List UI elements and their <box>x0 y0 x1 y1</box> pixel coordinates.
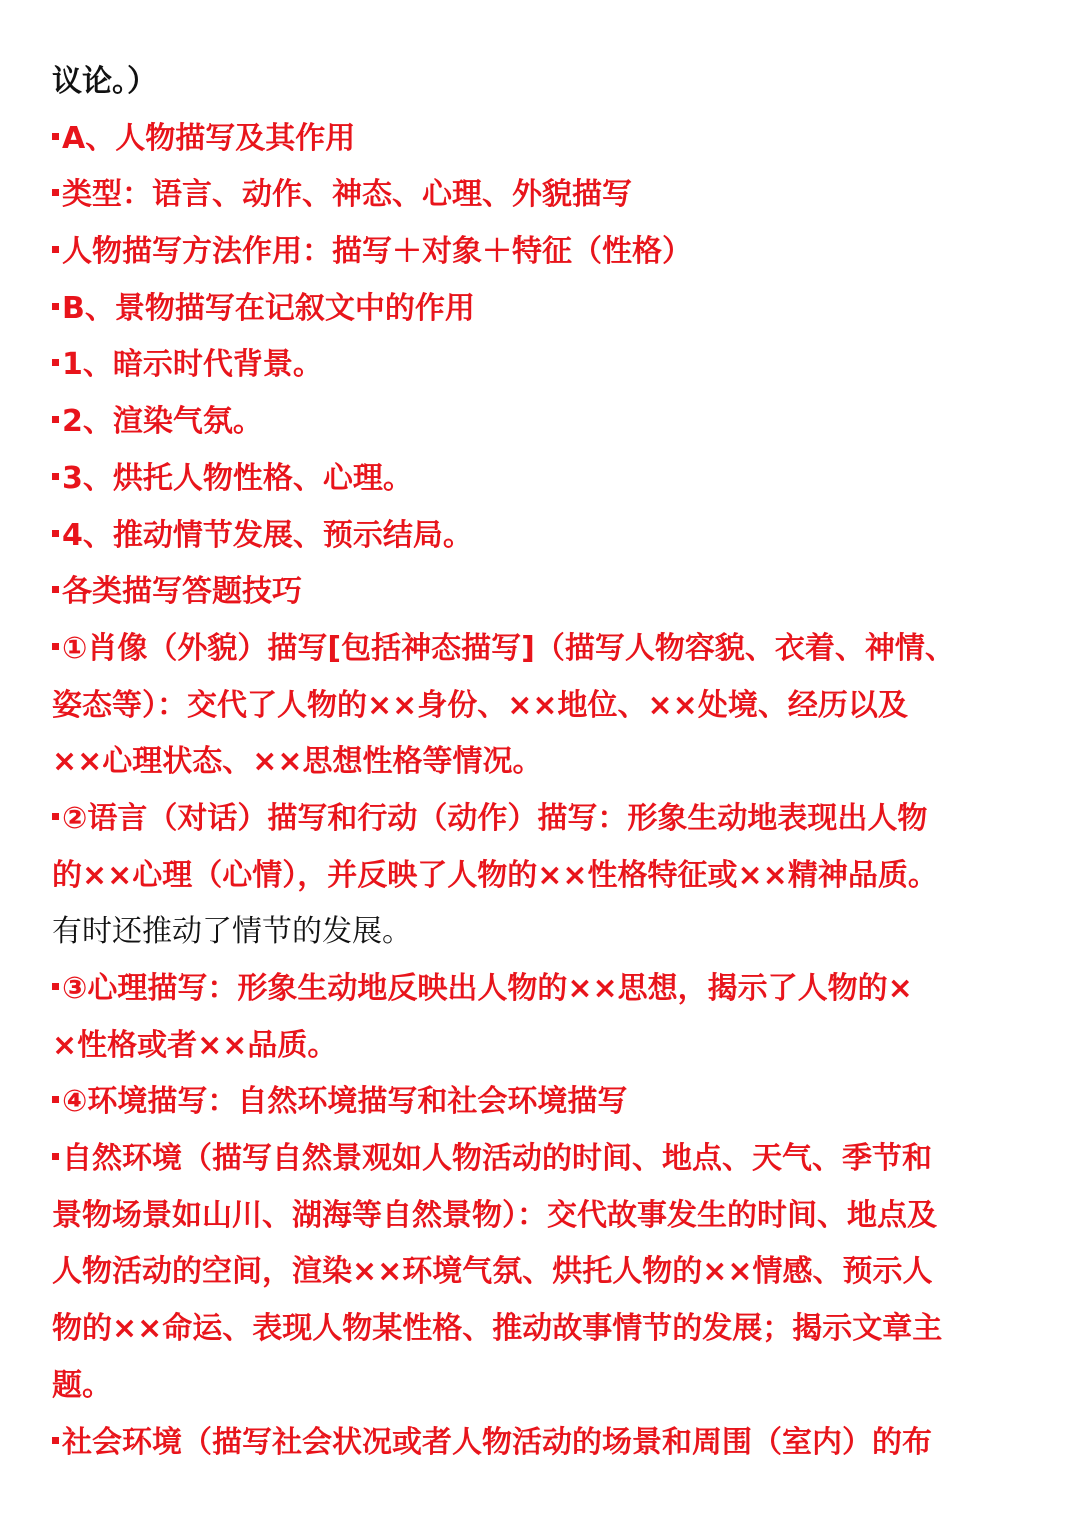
bullet-icon <box>52 133 59 140</box>
list-item: 4、推动情节发展、预示结局。 <box>52 508 1032 565</box>
bullet-icon <box>52 983 59 990</box>
heading-line: 各类描写答题技巧 <box>52 564 1032 621</box>
text-line: 有时还推动了情节的发展。 <box>52 914 412 950</box>
text-line: ×性格或者××品质。 <box>52 1027 338 1063</box>
bullet-icon <box>52 586 59 593</box>
text-line: 议论。） <box>52 64 157 99</box>
list-item: 3、烘托人物性格、心理。 <box>52 451 1032 508</box>
heading-line: B、景物描写在记叙文中的作用 <box>52 281 1032 338</box>
bullet-icon <box>52 189 59 196</box>
text-line: 类型：语言、动作、神态、心理、外貌描写 <box>52 167 1032 224</box>
list-item: 2、渲染气氛。 <box>52 394 1032 451</box>
text-line: ④环境描写：自然环境描写和社会环境描写 <box>52 1074 1032 1131</box>
bullet-icon <box>52 473 59 480</box>
text-line: ××心理状态、××思想性格等情况。 <box>52 744 543 780</box>
text-line: 人物描写方法作用：描写＋对象＋特征（性格） <box>52 224 1032 281</box>
text-line: 自然环境（描写自然景观如人物活动的时间、地点、天气、季节和 <box>52 1131 1032 1188</box>
bullet-icon <box>52 246 59 253</box>
bullet-icon <box>52 643 59 650</box>
text-line: ①肖像（外貌）描写[包括神态描写]（描写人物容貌、衣着、神情、 <box>52 621 1032 678</box>
bullet-icon <box>52 416 59 423</box>
text-line: 物的××命运、表现人物某性格、推动故事情节的发展；揭示文章主 <box>52 1311 943 1347</box>
heading-line: A、人物描写及其作用 <box>52 111 1032 168</box>
text-line: ③心理描写：形象生动地反映出人物的××思想，揭示了人物的× <box>52 961 1032 1018</box>
text-line: 人物活动的空间，渲染××环境气氛、烘托人物的××情感、预示人 <box>52 1254 933 1290</box>
bullet-icon <box>52 1096 59 1103</box>
bullet-icon <box>52 359 59 366</box>
list-item: 1、暗示时代背景。 <box>52 337 1032 394</box>
document-page <box>52 54 1032 1471</box>
bullet-icon <box>52 303 59 310</box>
text-line: ②语言（对话）描写和行动（动作）描写：形象生动地表现出人物 <box>52 791 1032 848</box>
text-line: 题。 <box>52 1367 112 1403</box>
text-line: 姿态等）：交代了人物的××身份、××地位、××处境、经历以及 <box>52 687 908 723</box>
text-line: 的××心理（心情），并反映了人物的××性格特征或××精神品质。 <box>52 857 938 893</box>
bullet-icon <box>52 813 59 820</box>
bullet-icon <box>52 530 59 537</box>
text-line: 社会环境（描写社会状况或者人物活动的场景和周围（室内）的布 <box>52 1415 1032 1472</box>
text-line: 景物场景如山川、湖海等自然景物）：交代故事发生的时间、地点及 <box>52 1197 937 1233</box>
bullet-icon <box>52 1153 59 1160</box>
bullet-icon <box>52 1437 59 1444</box>
